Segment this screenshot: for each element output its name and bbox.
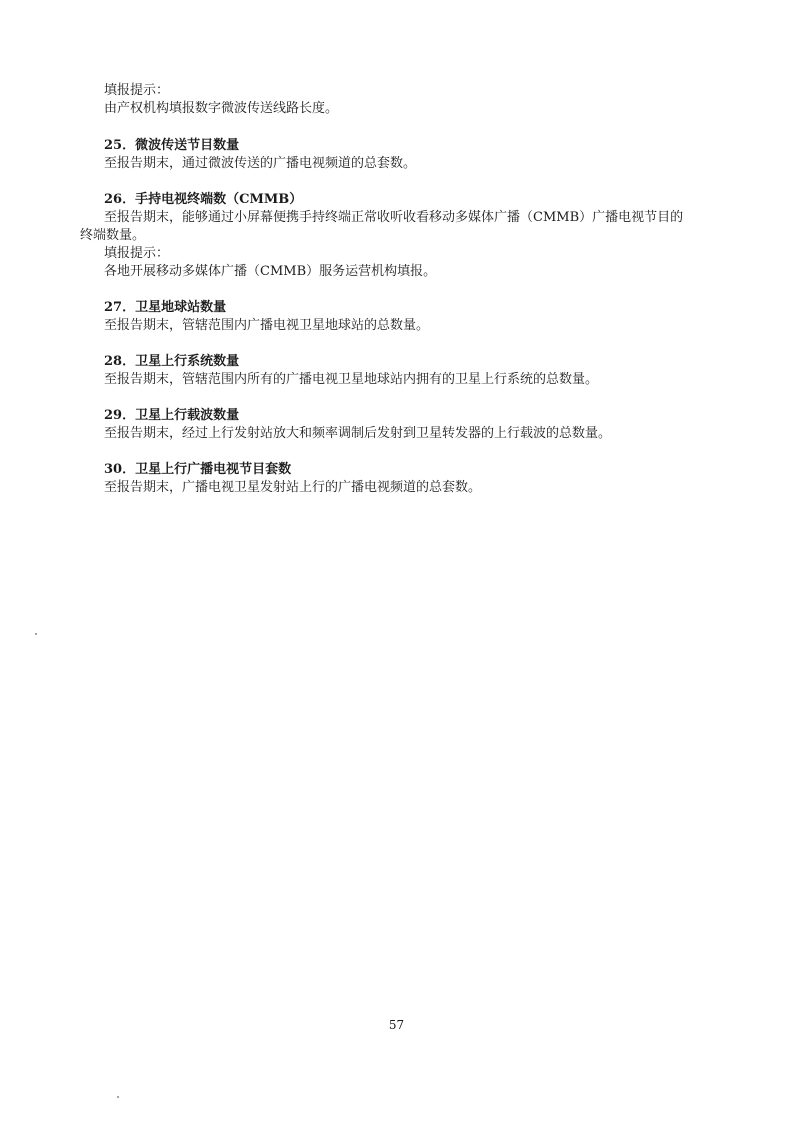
page-number: 57 [388, 1018, 405, 1032]
section-body: 至报告期末，管辖范围内广播电视卫星地球站的总数量。 [104, 318, 430, 333]
fill-hint-text: 由产权机构填报数字微波传送线路长度。 [104, 101, 339, 116]
section-28 [104, 352, 724, 389]
document-body [80, 82, 724, 497]
section-body-line-1: 至报告期末，能够通过小屏幕便携手持终端正常收听收看移动多媒体广播（CMMB）广播电视节目的 [104, 210, 684, 225]
section-body: 至报告期末，管辖范围内所有的广播电视卫星地球站内拥有的卫星上行系统的总数量。 [104, 372, 599, 387]
section-title: 30．卫星上行广播电视节目套数 [104, 462, 292, 477]
fill-hint-label: 填报提示： [104, 246, 170, 261]
section-title: 29．卫星上行载波数量 [104, 408, 240, 423]
section-title: 25．微波传送节目数量 [104, 138, 240, 153]
section-body-line-2: 终端数量。 [80, 228, 146, 243]
section-body: 至报告期末，通过微波传送的广播电视频道的总套数。 [104, 156, 417, 171]
fill-hint-text: 各地开展移动多媒体广播（CMMB）服务运营机构填报。 [104, 264, 437, 279]
scan-speck [35, 633, 37, 635]
section-body: 至报告期末，广播电视卫星发射站上行的广播电视频道的总套数。 [104, 480, 482, 495]
section-27 [104, 298, 724, 335]
section-30 [104, 460, 724, 497]
section-title: 27．卫星地球站数量 [104, 300, 227, 315]
section-26 [80, 190, 724, 281]
scan-speck [117, 1096, 119, 1098]
section-title: 26．手持电视终端数（CMMB） [104, 192, 303, 207]
section-body: 至报告期末，经过上行发射站放大和频率调制后发射到卫星转发器的上行载波的总数量。 [104, 426, 612, 441]
section-25 [104, 136, 724, 173]
intro-block [104, 82, 724, 118]
fill-hint-label: 填报提示： [104, 83, 170, 98]
section-title: 28．卫星上行系统数量 [104, 354, 240, 369]
section-29 [104, 406, 724, 443]
